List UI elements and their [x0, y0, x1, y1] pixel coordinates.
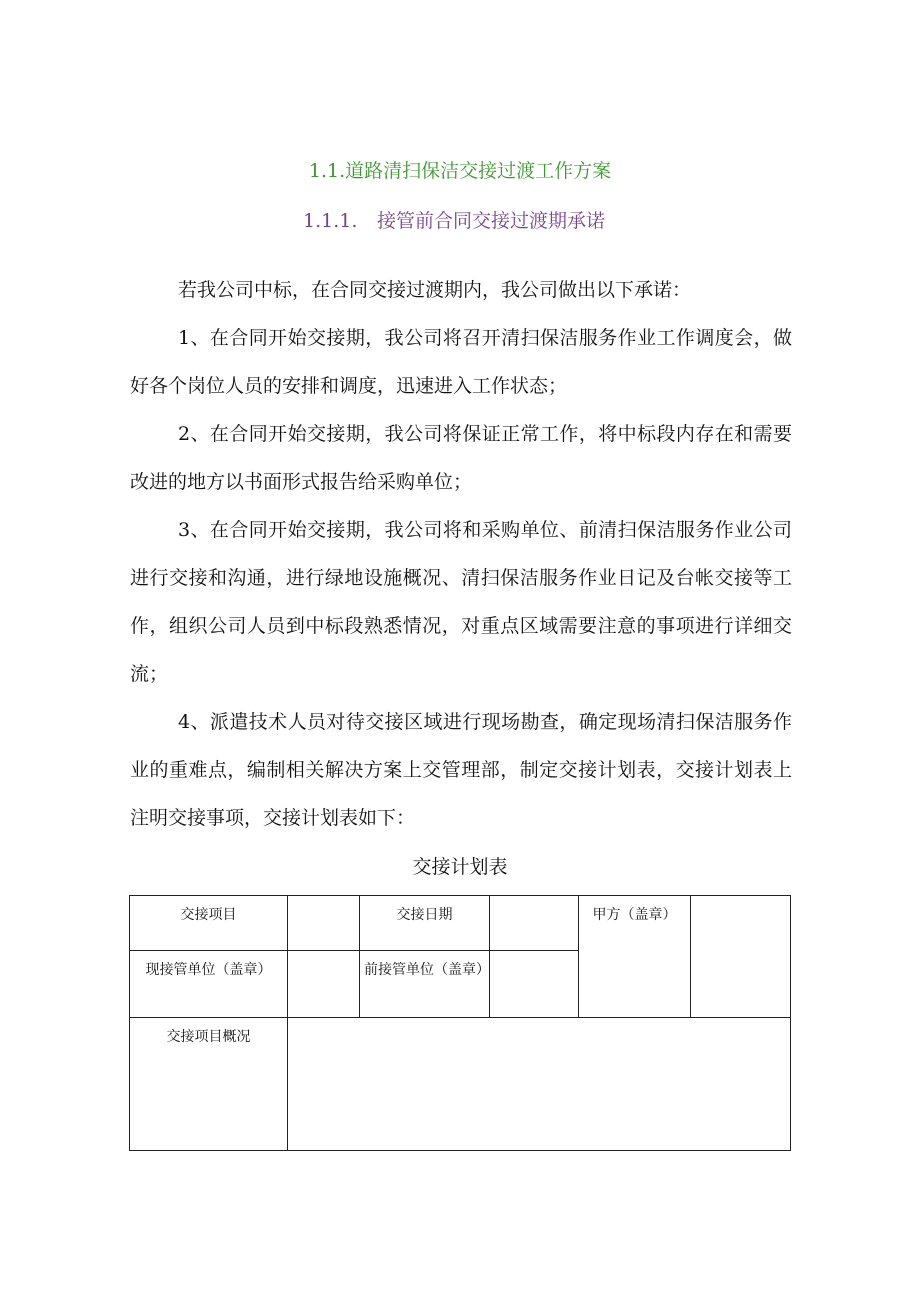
- previous-unit-label: 前接管单位（盖章）: [360, 951, 490, 1018]
- new-unit-label: 现接管单位（盖章）: [130, 951, 288, 1018]
- handover-date-label: 交接日期: [360, 896, 490, 951]
- table-title: 交接计划表: [412, 856, 508, 878]
- commitment-item-3: 3、在合同开始交接期，我公司将和采购单位、前清扫保洁服务作业公司进行交接和沟通，进行绿地设施概况、清扫保洁服务作业日记及台帐交接等工作，组织公司人员到中标段熟悉情况，对重点区域需要注意的事项进行详细交流；: [130, 519, 792, 685]
- section-heading: 1.1.道路清扫保洁交接过渡工作方案: [308, 160, 612, 182]
- commitment-item-2: 2、在合同开始交接期，我公司将保证正常工作，将中标段内存在和需要改进的地方以书面形式报告给采购单位；: [130, 423, 792, 493]
- commitment-item-1: 1、在合同开始交接期，我公司将召开清扫保洁服务作业工作调度会，做好各个岗位人员的安排和调度，迅速进入工作状态；: [130, 327, 792, 397]
- handover-item-label: 交接项目: [130, 896, 288, 951]
- project-summary-value: [288, 1018, 791, 1151]
- party-a-label: 甲方（盖章）: [579, 896, 691, 1018]
- handover-date-value: [490, 896, 579, 951]
- subsection-heading: [303, 207, 723, 235]
- commitment-item-4: 4、派遣技术人员对待交接区域进行现场勘查，确定现场清扫保洁服务作业的重难点，编制相关解决方案上交管理部，制定交接计划表，交接计划表上注明交接事项，交接计划表如下：: [130, 711, 792, 829]
- previous-unit-value: [490, 951, 579, 1018]
- handover-item-value: [288, 896, 360, 951]
- subsection-number: 1.1.1.: [303, 210, 358, 232]
- subsection-title: 接管前合同交接过渡期承诺: [377, 210, 606, 232]
- intro-paragraph: 若我公司中标，在合同交接过渡期内，我公司做出以下承诺：: [178, 279, 692, 301]
- project-summary-label: 交接项目概况: [130, 1018, 288, 1151]
- handover-plan-table: [129, 895, 791, 1151]
- party-a-value: [691, 896, 791, 1018]
- new-unit-value: [288, 951, 360, 1018]
